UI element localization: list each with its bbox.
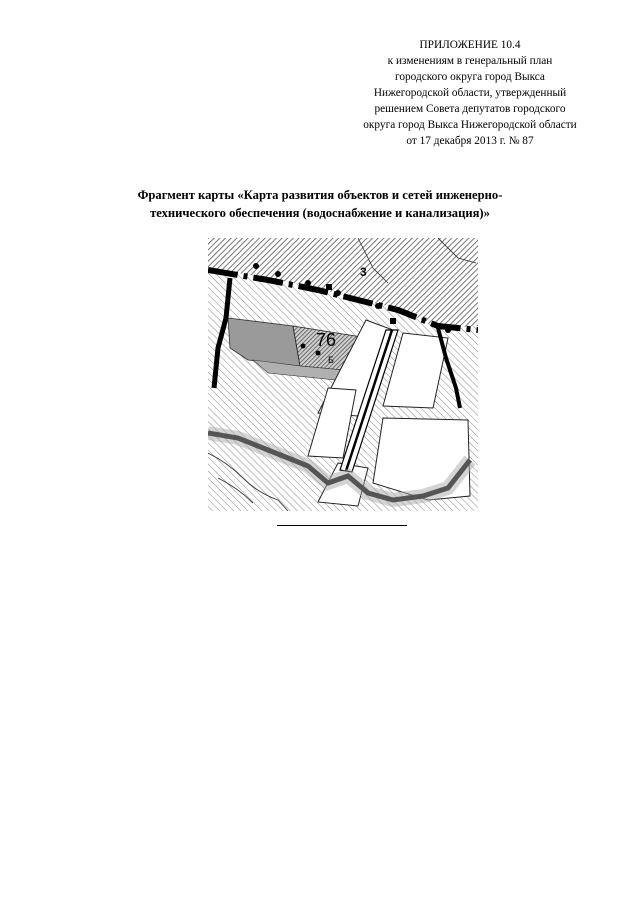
appendix-line: решением Совета депутатов городского — [374, 103, 566, 115]
map-facility-square — [326, 284, 332, 290]
map-node — [316, 351, 321, 356]
map-fragment — [208, 238, 478, 511]
document-title — [40, 187, 600, 222]
title-line: технического обеспечения (водоснабжение и канализация)» — [150, 205, 490, 220]
map-small-number: 3 — [360, 265, 367, 279]
map-svg — [208, 238, 478, 511]
title-line: Фрагмент карты «Карта развития объектов и сетей инженерно- — [137, 188, 503, 202]
appendix-line: к изменениям в генеральный план — [387, 55, 553, 67]
map-node — [335, 290, 341, 296]
map-node — [305, 280, 311, 286]
appendix-line: от 17 декабря 2013 г. № 87 — [406, 135, 534, 147]
appendix-header — [340, 37, 600, 149]
map-node — [445, 327, 451, 333]
map-node — [253, 263, 259, 269]
map-node — [301, 344, 306, 349]
appendix-line: Нижегородской области, утвержденный — [373, 87, 567, 99]
map-node — [275, 271, 281, 277]
map-node — [410, 313, 416, 319]
map-node — [375, 303, 381, 309]
map-street-mark: Б — [328, 355, 334, 365]
appendix-line: ПРИЛОЖЕНИЕ 10.4 — [419, 39, 521, 51]
map-block-number: 76 — [316, 330, 337, 350]
map-facility-square — [390, 318, 396, 324]
appendix-line: округа город Выкса Нижегородской области — [363, 119, 577, 131]
appendix-line: городского округа город Выкса — [395, 71, 545, 83]
separator-line — [277, 525, 407, 526]
